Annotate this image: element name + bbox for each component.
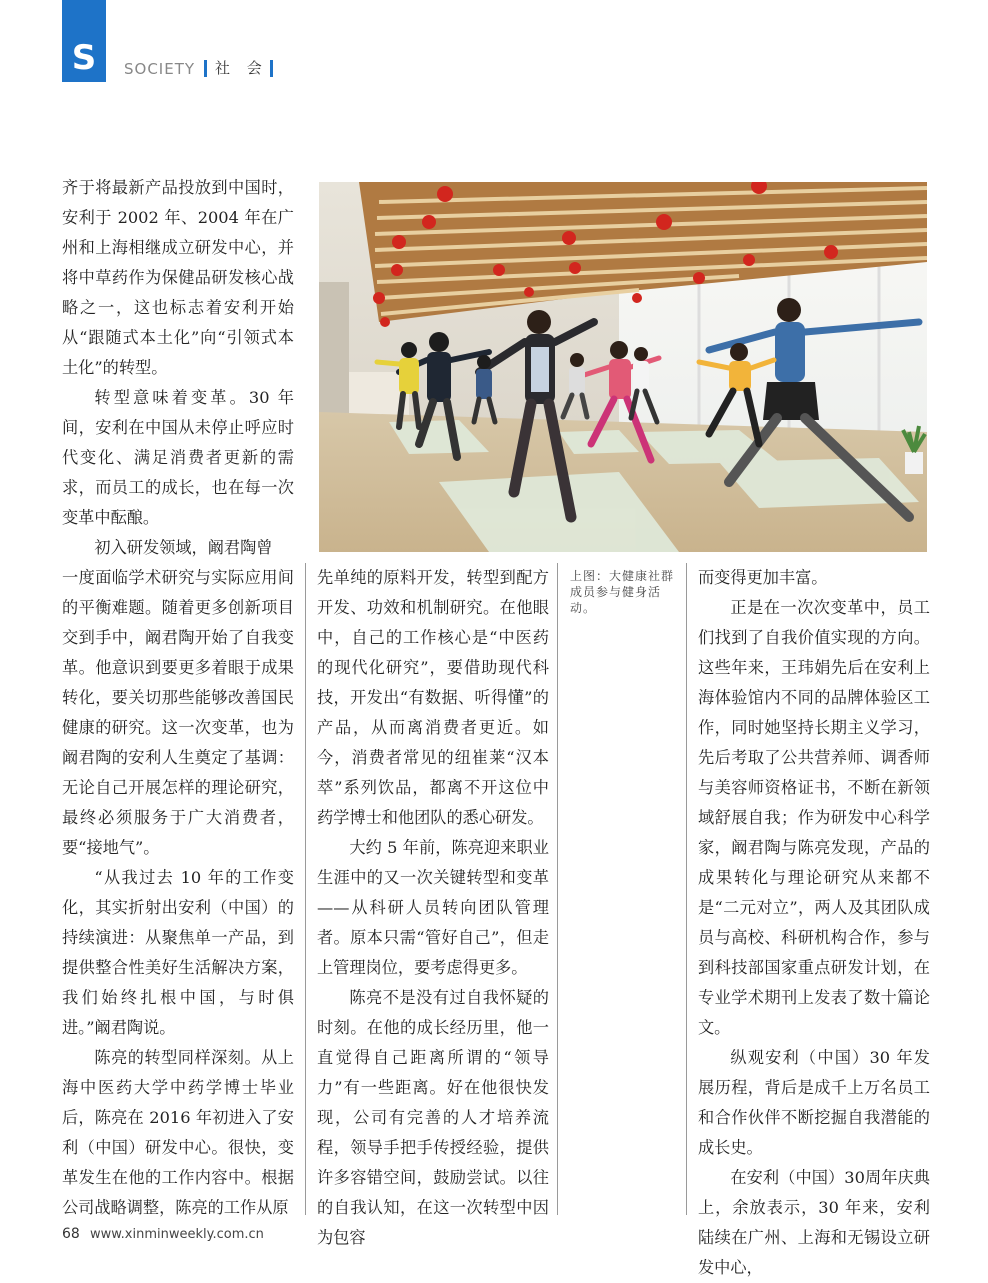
column-4 bbox=[698, 563, 930, 1283]
column-1-bottom bbox=[62, 563, 294, 1223]
yoga-class-photo bbox=[319, 182, 927, 552]
column-1-top bbox=[62, 173, 294, 563]
page-number: 68 bbox=[62, 1226, 80, 1242]
paragraph: 陈亮不是没有过自我怀疑的时刻。在他的成长经历里，他一直觉得自己距离所谓的“领导力”有一些距离。好在他很快发现，公司有完善的人才培养流程，领导手把手传授经验，提供许多容错空间，鼓励尝试。以往的自我认知，在这一次转型中因为包容 bbox=[317, 988, 549, 1247]
paragraph: 齐于将最新产品投放到中国时，安利于 2002 年、2004 年在广州和上海相继成立研发中心，并将中草药作为保健品研发核心战略之一，这也标志着安利开始从“跟随式本土化”向“引领式本土化”的转型。 bbox=[62, 178, 294, 377]
paragraph: “从我过去 10 年的工作变化，其实折射出安利（中国）的持续演进：从聚焦单一产品，到提供整合性美好生活解决方案，我们始终扎根中国，与时俱进。”阚君陶说。 bbox=[62, 868, 294, 1037]
column-divider bbox=[305, 563, 306, 1215]
section-badge: S bbox=[62, 0, 106, 82]
section-label-en: SOCIETY bbox=[124, 60, 196, 78]
section-label-zh: 社 会 bbox=[204, 60, 273, 77]
paragraph: 先单纯的原料开发，转型到配方开发、功效和机制研究。在他眼中，自己的工作核心是“中医药的现代化研究”，要借助现代科技，开发出“有数据、听得懂”的产品，从而离消费者更近。如今，消费者常见的纽崔莱“汉本萃”系列饮品，都离不开这位中药学博士和他团队的悉心研发。 bbox=[317, 568, 549, 827]
column-divider bbox=[686, 563, 687, 1215]
column-2 bbox=[317, 563, 549, 1253]
paragraph: 在安利（中国）30周年庆典上，余放表示，30 年来，安利陆续在广州、上海和无锡设立研发中心， bbox=[698, 1168, 930, 1277]
website-url: www.xinminweekly.com.cn bbox=[89, 1227, 264, 1242]
paragraph: 纵观安利（中国）30 年发展历程，背后是成千上万名员工和合作伙伴不断挖掘自我潜能的成长史。 bbox=[698, 1048, 930, 1157]
paragraph: 正是在一次次变革中，员工们找到了自我价值实现的方向。这些年来，王玮娟先后在安利上海体验馆内不同的品牌体验区工作，同时她坚持长期主义学习，先后考取了公共营养师、调香师与美容师资格证书，不断在新领域舒展自我；作为研发中心科学家，阚君陶与陈亮发现，产品的成果转化与理论研究从来都不是“二元对立”，两人及其团队成员与高校、科研机构合作，参与到科技部国家重点研发计划，在专业学术期刊上发表了数十篇论文。 bbox=[698, 598, 930, 1037]
column-divider bbox=[557, 563, 558, 1215]
paragraph: 初入研发领域，阚君陶曾 bbox=[94, 538, 273, 557]
paragraph: 一度面临学术研究与实际应用间的平衡难题。随着更多创新项目交到手中，阚君陶开始了自我变革。他意识到要更多着眼于成果转化，要关切那些能够改善国民健康的研究。这一次变革，也为阚君陶的安利人生奠定了基调：无论自己开展怎样的理论研究，最终必须服务于广大消费者，要“接地气”。 bbox=[62, 568, 294, 857]
page-footer bbox=[62, 1226, 264, 1242]
paragraph: 转型意味着变革。30 年间，安利在中国从未停止呼应时代变化、满足消费者更新的需求，而员工的成长，也在每一次变革中酝酿。 bbox=[62, 388, 294, 527]
photo-caption: 上图：大健康社群成员参与健身活动。 bbox=[570, 569, 675, 615]
paragraph: 而变得更加丰富。 bbox=[698, 568, 828, 587]
paragraph: 大约 5 年前，陈亮迎来职业生涯中的又一次关键转型和变革——从科研人员转向团队管理者。原本只需“管好自己”，但走上管理岗位，要考虑得更多。 bbox=[317, 838, 549, 977]
paragraph: 陈亮的转型同样深刻。从上海中医药大学中药学博士毕业后，陈亮在 2016 年初进入了安利（中国）研发中心。很快，变革发生在他的工作内容中。根据公司战略调整，陈亮的工作从原 bbox=[62, 1048, 294, 1217]
